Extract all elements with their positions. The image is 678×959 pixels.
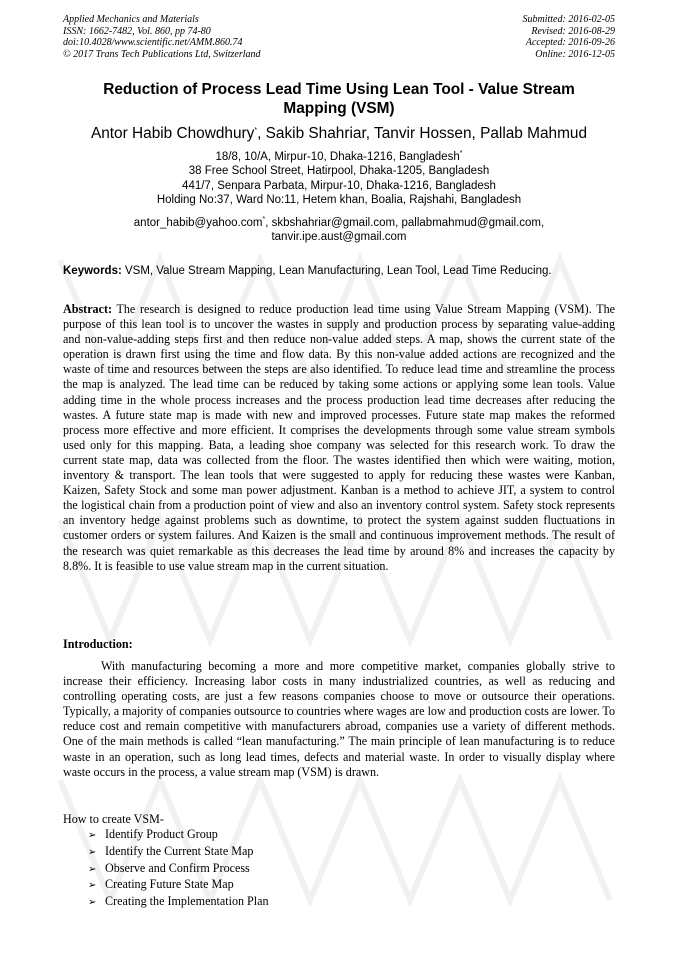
step-text: Identify Product Group: [105, 827, 218, 841]
list-item: [88, 827, 269, 844]
introduction-paragraph: With manufacturing becoming a more and more competitive market, companies globally strive to increase their efficiency. Increasing labor costs in many industrialized countries, as well as reducing and controlling operating costs, are just a few reasons companies choose to move or outsource their operations. Typically, a majority of companies outsource to countries where wages are low and production costs are lower. To reduce cost and remain competitive with manufacturers abroad, companies use a variety of different methods. One of the main methods is called “lean manufacturing.” The main principle of lean manufacturing is to reduce waste in an operation, such as long lead times, defects and material waste. In order to visually display where waste occurs in the process, a value stream map (VSM) is drawn.: [63, 659, 615, 779]
corresponding-mark: *: [254, 126, 258, 134]
corresponding-author: Antor Habib Chowdhury: [90, 125, 255, 142]
keywords-text: VSM, Value Stream Mapping, Lean Manufacturing, Lean Tool, Lead Time Reducing.: [121, 265, 552, 277]
affiliations: [60, 150, 618, 208]
abstract: [63, 302, 615, 574]
abstract-label: Abstract:: [63, 302, 113, 316]
affiliation-2: 38 Free School Street, Hatirpool, Dhaka-1205, Bangladesh: [188, 165, 490, 178]
co-authors: , Sakib Shahriar, Tanvir Hossen, Pallab Mahmud: [257, 125, 588, 142]
abstract-text: The research is designed to reduce production lead time using Value Stream Mapping (VSM). The purpose of this lean tool is to uncover the wastes in supply and production process by separating value-adding and non-value-adding steps first and then reduce non-value added steps. A map, shows the current state of the operation is drawn first using the time and flow data. By this non-value added actions are recognized and the waste of time and resources between the steps are also identified. To reduce lead time and streamline the process the map is analyzed. The lead time can be reduced by taking some actions or applying some lean tools. Value adding time in the whole process increases and the process production lead time decreases after reducing the wastes. A future state map is made with new and improved processes. Future state map makes the reformed process more effective and more efficient. It comprises the developments through some value stream symbols used only for this mapping. Bata, a leading shoe company was selected for this research work. To draw the current state map, data was collected from the floor. The wastes identified then which were waiting, motion, inventory & transport. The lean tools that were suggested to apply for reducing these wastes were Kanban, Kaizen, Safety Stock and some man power adjustment. Kanban is a method to achieve JIT, a system to control the logistical chain from a production point of view and also an inventory control system. Safety stock represents an inventory hedge against problems such as downtime, to protect the system against sudden fluctuations in customer orders or system failures. And Kaizen is the small and continuous improvement methods. The result of the research was quiet remarkable as this decreases the lead time by around 8% and increases the capacity by 8.8%. It is feasible to use value stream map in the current situation.: [63, 302, 615, 573]
vsm-steps-list: [88, 827, 269, 911]
keywords: [63, 264, 615, 278]
email-list: [60, 216, 618, 245]
affiliation-line: [60, 150, 618, 164]
journal-issn: ISSN: 1662-7482, Vol. 860, pp 74-80: [63, 25, 211, 37]
arrow-bullet-icon: ➢: [88, 830, 97, 841]
revised-date: Revised: 2016-08-29: [531, 25, 615, 37]
online-date: Online: 2016-12-05: [535, 48, 615, 60]
accepted-date: Accepted: 2016-09-26: [525, 37, 615, 48]
journal-doi: doi:10.4028/www.scientific.net/AMM.860.74: [63, 37, 243, 48]
submitted-date: Submitted: 2016-02-05: [522, 14, 615, 25]
affiliation-3: 441/7, Senpara Parbata, Mirpur-10, Dhaka-1216, Bangladesh: [182, 179, 496, 192]
journal-copyright: © 2017 Trans Tech Publications Ltd, Switzerland: [63, 48, 261, 60]
email-mark: *: [262, 216, 266, 224]
arrow-bullet-icon: ➢: [88, 863, 97, 875]
step-text: Creating the Implementation Plan: [105, 894, 269, 909]
journal-info: [63, 14, 261, 60]
list-item: [88, 894, 269, 911]
introduction-heading: Introduction:: [63, 637, 133, 651]
list-item: [88, 877, 269, 894]
affiliation-4: Holding No:37, Ward No:11, Hetem khan, Boalia, Rajshahi, Bangladesh: [156, 194, 522, 207]
email-link-corresponding[interactable]: antor_habib@yahoo.com: [133, 217, 263, 229]
list-item: [88, 844, 269, 861]
howto-heading: How to create VSM-: [63, 812, 164, 826]
email-links-others[interactable]: , skbshahriar@gmail.com, pallabmahmud@gmail.com,: [265, 217, 545, 229]
step-text: Creating Future State Map: [105, 877, 234, 892]
step-text: Observe and Confirm Process: [105, 860, 250, 875]
arrow-bullet-icon: ➢: [88, 846, 97, 858]
journal-name: Applied Mechanics and Materials: [63, 14, 199, 25]
affiliation-mark: *: [459, 150, 463, 158]
email-line: [60, 216, 618, 230]
author-list: [30, 124, 648, 143]
arrow-bullet-icon: ➢: [88, 880, 97, 892]
email-link-last[interactable]: tanvir.ipe.aust@gmail.com: [271, 231, 407, 244]
arrow-bullet-icon: ➢: [88, 897, 97, 909]
submission-dates: [523, 14, 616, 60]
step-text: Identify the Current State Map: [105, 843, 254, 858]
affiliation-1: 18/8, 10/A, Mirpur-10, Dhaka-1216, Bangladesh: [215, 151, 460, 163]
paper-title: Reduction of Process Lead Time Using Lean Tool - Value Stream Mapping (VSM): [103, 81, 575, 117]
keywords-label: Keywords:: [63, 265, 122, 277]
list-item: [88, 861, 269, 878]
